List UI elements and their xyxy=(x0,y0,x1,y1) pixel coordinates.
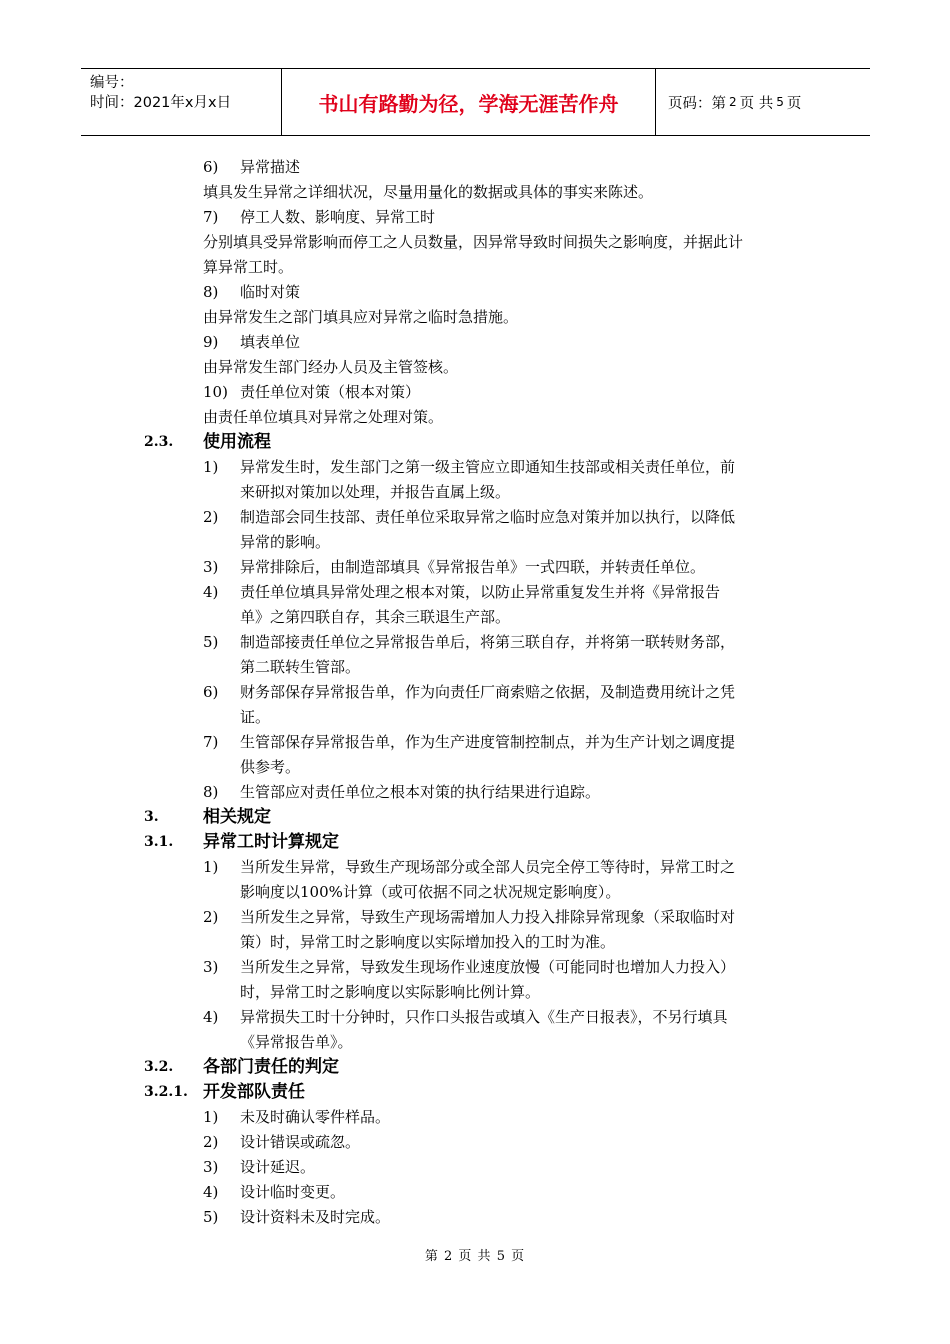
list-item-number: 4) xyxy=(203,1008,219,1026)
list-item-number: 4) xyxy=(203,583,219,601)
section-title: 各部门责任的判定 xyxy=(203,1057,339,1077)
list-item xyxy=(0,1205,950,1230)
list-item-text: 责任单位填具异常处理之根本对策，以防止异常重复发生并将《异常报告 xyxy=(240,583,721,601)
list-item xyxy=(0,280,950,305)
section-number: 3. xyxy=(144,809,159,825)
list-item-text: 第二联转生管部。 xyxy=(240,658,361,676)
paragraph-text: 分别填具受异常影响而停工之人员数量，因异常导致时间损失之影响度，并据此计 xyxy=(203,233,744,251)
list-item-text: 设计延迟。 xyxy=(240,1158,316,1176)
list-item-text: 策）时，异常工时之影响度以实际增加投入的工时为准。 xyxy=(240,933,616,951)
list-item-continuation xyxy=(0,980,950,1005)
list-item xyxy=(0,1180,950,1205)
list-item-number: 9) xyxy=(203,333,219,351)
list-item-continuation xyxy=(0,605,950,630)
list-item xyxy=(0,855,950,880)
list-item-text: 异常发生时，发生部门之第一级主管应立即通知生技部或相关责任单位，前 xyxy=(240,458,736,476)
header-page-info xyxy=(656,69,870,135)
page-current: 2 xyxy=(729,95,737,109)
list-item-number: 7) xyxy=(203,733,219,751)
list-item-text: 当所发生异常，导致生产现场部分或全部人员完全停工等待时，异常工时之 xyxy=(240,858,736,876)
list-item-continuation xyxy=(0,880,950,905)
list-item-text: 设计资料未及时完成。 xyxy=(240,1208,391,1226)
list-item-text: 制造部会同生技部、责任单位采取异常之临时应急对策并加以执行，以降低 xyxy=(240,508,736,526)
list-item xyxy=(0,580,950,605)
list-item-text: 临时对策 xyxy=(240,283,301,301)
list-item-text: 影响度以100%计算（或可依据不同之状况规定影响度）。 xyxy=(240,883,621,901)
list-item-text: 制造部接责任单位之异常报告单后，将第三联自存，并将第一联转财务部， xyxy=(240,633,736,651)
list-item-number: 1) xyxy=(203,858,219,876)
list-item-text: 来研拟对策加以处理，并报告直属上级。 xyxy=(240,483,511,501)
list-item-number: 2) xyxy=(203,508,219,526)
list-item-number: 3) xyxy=(203,558,219,576)
page-end: 页 xyxy=(786,95,802,112)
list-item xyxy=(0,1105,950,1130)
list-item xyxy=(0,380,950,405)
list-item-continuation xyxy=(0,1030,950,1055)
section-title: 相关规定 xyxy=(203,807,271,827)
list-item xyxy=(0,505,950,530)
section-heading xyxy=(0,1055,950,1080)
section-heading xyxy=(0,805,950,830)
paragraph-text: 算异常工时。 xyxy=(203,258,294,276)
paragraph-line xyxy=(0,230,950,255)
list-item-text: 当所发生之异常，导致发生现场作业速度放慢（可能同时也增加人力投入） xyxy=(240,958,736,976)
list-item xyxy=(0,1005,950,1030)
paragraph-text: 由异常发生之部门填具应对异常之临时急措施。 xyxy=(203,308,519,326)
list-item xyxy=(0,330,950,355)
page-mid: 页 共 xyxy=(739,95,774,112)
list-item-text: 停工人数、影响度、异常工时 xyxy=(240,208,436,226)
list-item-continuation xyxy=(0,530,950,555)
list-item-text: 供参考。 xyxy=(240,758,301,776)
list-item-text: 单》之第四联自存，其余三联退生产部。 xyxy=(240,608,511,626)
doc-time-label: 时间：2021年x月x日 xyxy=(90,95,232,111)
list-item-text: 财务部保存异常报告单，作为向责任厂商索赔之依据，及制造费用统计之凭 xyxy=(240,683,736,701)
list-item-number: 10) xyxy=(203,383,228,401)
list-item xyxy=(0,155,950,180)
list-item-number: 6) xyxy=(203,683,219,701)
list-item-number: 1) xyxy=(203,1108,219,1126)
list-item-text: 生管部保存异常报告单，作为生产进度管制控制点，并为生产计划之调度提 xyxy=(240,733,736,751)
list-item-number: 2) xyxy=(203,908,219,926)
list-item-number: 2) xyxy=(203,1133,219,1151)
section-heading xyxy=(0,430,950,455)
list-item-number: 7) xyxy=(203,208,219,226)
list-item-continuation xyxy=(0,705,950,730)
list-item-text: 生管部应对责任单位之根本对策的执行结果进行追踪。 xyxy=(240,783,601,801)
section-heading xyxy=(0,830,950,855)
section-heading xyxy=(0,1080,950,1105)
list-item xyxy=(0,955,950,980)
header-motto: 书山有路勤为径，学海无涯苦作舟 xyxy=(282,69,656,135)
list-item-number: 8) xyxy=(203,283,219,301)
list-item xyxy=(0,730,950,755)
list-item xyxy=(0,1155,950,1180)
paragraph-line xyxy=(0,405,950,430)
list-item-text: 异常排除后，由制造部填具《异常报告单》一式四联，并转责任单位。 xyxy=(240,558,706,576)
list-item-number: 6) xyxy=(203,158,219,176)
paragraph-line xyxy=(0,180,950,205)
list-item-text: 设计临时变更。 xyxy=(240,1183,346,1201)
paragraph-text: 由责任单位填具对异常之处理对策。 xyxy=(203,408,444,426)
list-item-text: 异常损失工时十分钟时，只作口头报告或填入《生产日报表》，不另行填具 xyxy=(240,1008,728,1026)
list-item xyxy=(0,905,950,930)
section-title: 异常工时计算规定 xyxy=(203,832,339,852)
list-item-text: 设计错误或疏忽。 xyxy=(240,1133,361,1151)
section-title: 开发部队责任 xyxy=(203,1082,305,1102)
list-item-number: 3) xyxy=(203,958,219,976)
document-body xyxy=(0,155,950,1230)
page-footer: 第 2 页 共 5 页 xyxy=(424,1249,526,1264)
list-item xyxy=(0,1130,950,1155)
list-item-text: 《异常报告单》。 xyxy=(240,1033,353,1051)
list-item-text: 异常描述 xyxy=(240,158,301,176)
paragraph-line xyxy=(0,355,950,380)
section-number: 3.1. xyxy=(144,834,174,850)
list-item-number: 8) xyxy=(203,783,219,801)
document-header xyxy=(81,68,870,136)
list-item-number: 1) xyxy=(203,458,219,476)
list-item xyxy=(0,680,950,705)
doc-number-label: 编号： xyxy=(90,75,134,91)
list-item xyxy=(0,630,950,655)
list-item xyxy=(0,555,950,580)
section-number: 3.2. xyxy=(144,1059,174,1075)
list-item-number: 4) xyxy=(203,1183,219,1201)
list-item-continuation xyxy=(0,755,950,780)
paragraph-text: 由异常发生部门经办人员及主管签核。 xyxy=(203,358,459,376)
page-total: 5 xyxy=(776,95,784,109)
list-item-text: 时，异常工时之影响度以实际影响比例计算。 xyxy=(240,983,541,1001)
list-item-text: 未及时确认零件样品。 xyxy=(240,1108,391,1126)
paragraph-line xyxy=(0,255,950,280)
list-item-text: 证。 xyxy=(240,708,271,726)
list-item xyxy=(0,455,950,480)
paragraph-text: 填具发生异常之详细状况，尽量用量化的数据或具体的事实来陈述。 xyxy=(203,183,654,201)
section-number: 3.2.1. xyxy=(144,1084,188,1100)
list-item xyxy=(0,205,950,230)
list-item-continuation xyxy=(0,930,950,955)
list-item-number: 5) xyxy=(203,633,219,651)
section-number: 2.3. xyxy=(144,434,174,450)
page-label: 页码：第 xyxy=(668,95,726,112)
list-item-text: 责任单位对策（根本对策） xyxy=(240,383,421,401)
list-item xyxy=(0,780,950,805)
section-title: 使用流程 xyxy=(203,432,271,452)
list-item-continuation xyxy=(0,655,950,680)
list-item-number: 5) xyxy=(203,1208,219,1226)
header-meta xyxy=(81,69,282,135)
list-item-text: 填表单位 xyxy=(240,333,301,351)
list-item-text: 异常的影响。 xyxy=(240,533,331,551)
paragraph-line xyxy=(0,305,950,330)
list-item-text: 当所发生之异常，导致生产现场需增加人力投入排除异常现象（采取临时对 xyxy=(240,908,736,926)
list-item-number: 3) xyxy=(203,1158,219,1176)
list-item-continuation xyxy=(0,480,950,505)
